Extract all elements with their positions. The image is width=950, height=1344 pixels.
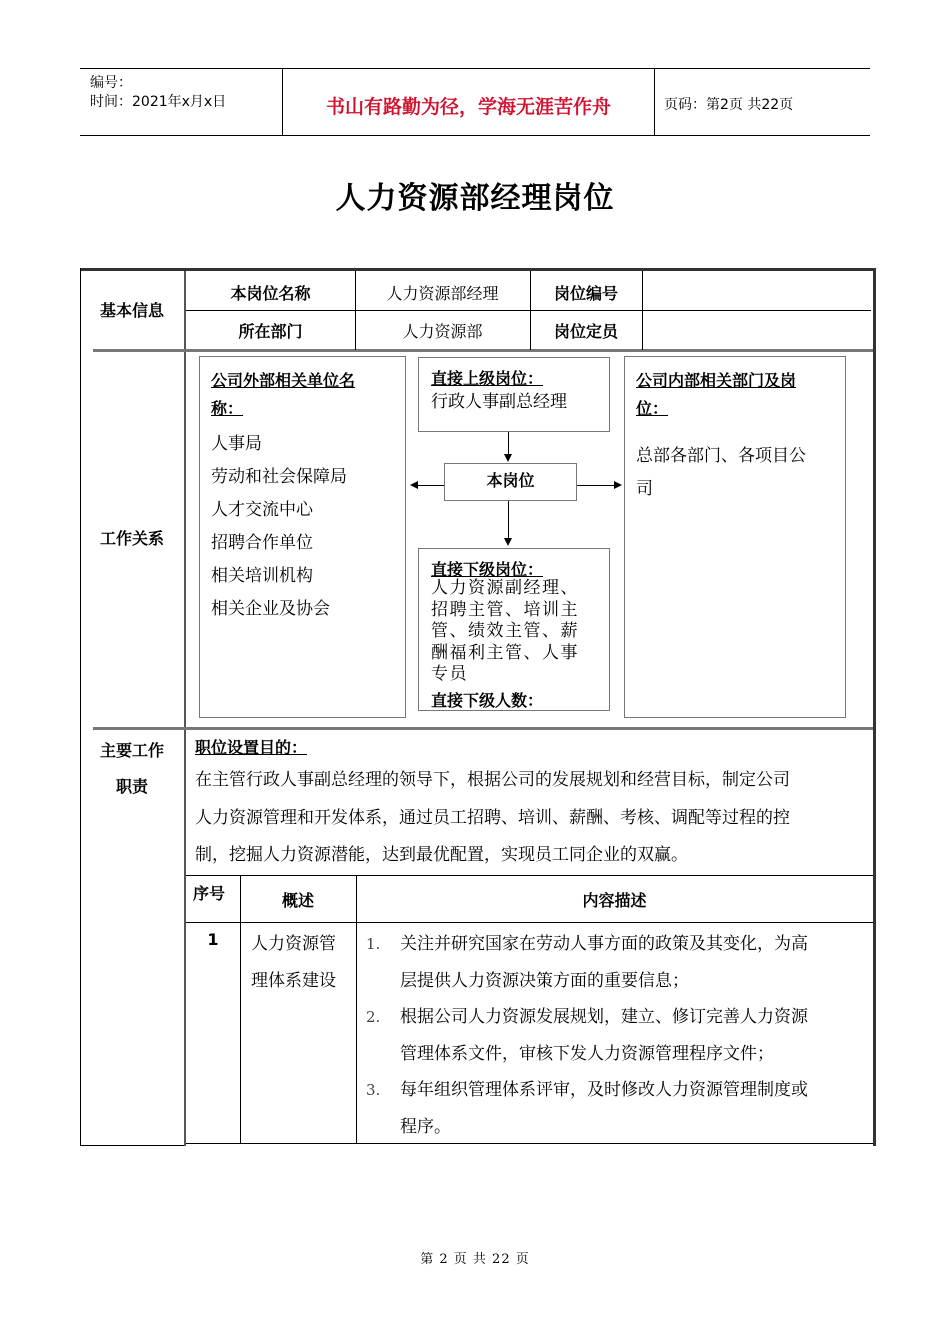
subordinate-line: 管、绩效主管、薪 [431,621,579,641]
arrow-left-icon [410,481,418,489]
external-title-line2: 称： [211,399,244,418]
external-unit-item: 相关培训机构 [211,566,313,586]
row-summary [251,926,336,1000]
list-item-line: 管理体系文件，审核下发人力资源管理程序文件； [400,1043,774,1064]
purpose-title: 职位设置目的： [195,738,308,757]
self-position-label: 本岗位 [486,471,535,490]
header-time-label: 时间：2021年x月x日 [90,94,227,110]
duties-label-line2: 职责 [115,777,148,796]
internal-title-line1: 公司内部相关部门及岗 [636,371,797,390]
department-label: 所在部门 [238,322,303,341]
basic-info-col-divider-3 [642,271,643,350]
list-item-line: 程序。 [400,1116,451,1137]
label-column-divider [184,271,186,1146]
list-item-line: 关注并研究国家在劳动人事方面的政策及其变化，为高 [400,934,808,954]
arrow-superior-line [508,432,509,454]
header-top-rule [80,68,870,69]
superior-value: 行政人事副总经理 [431,392,567,412]
duties-col-divider-2 [356,875,357,1144]
row-number: 1 [207,930,219,949]
list-item-line: 每年组织管理体系评审，及时修改人力资源管理制度或 [400,1080,808,1100]
internal-title-line2: 位： [636,399,669,418]
header-bottom-rule [80,135,870,136]
arrow-subordinate-line [508,501,509,539]
external-unit-item: 劳动和社会保障局 [211,467,347,487]
table-right-border [873,268,876,1146]
purpose-text [195,762,790,875]
duties-header-top [186,875,873,876]
internal-value-line: 总部各部门、各项目公 [636,446,806,466]
external-unit-item: 相关企业及协会 [211,599,330,619]
row-summary-line: 人力资源管 [251,934,336,954]
work-relations-label: 工作关系 [99,529,164,548]
list-item-number: 3. [366,1081,381,1099]
internal-value-line: 司 [636,479,653,499]
position-name-label: 本岗位名称 [230,284,311,303]
list-item-number: 1. [366,935,381,953]
document-title: 人力资源部经理岗位 [335,181,615,216]
header-page-info: 页码：第2页 共22页 [664,97,794,113]
header-code-label: 编号： [90,75,132,91]
external-unit-item: 人才交流中心 [211,500,313,520]
work-relations-bottom-divider [93,727,873,730]
external-unit-item: 招聘合作单位 [211,533,313,553]
external-units-list [211,428,347,626]
list-item-line: 层提供人力资源决策方面的重要信息； [400,970,689,991]
header-divider-right [654,68,655,136]
headcount-label: 岗位定员 [553,322,618,341]
department-value: 人力资源部 [402,322,483,341]
arrow-right-line [577,485,615,486]
position-name-value: 人力资源部经理 [386,284,499,303]
subordinate-line: 招聘主管、培训主 [431,599,579,620]
duties-col-divider-1 [240,875,241,1144]
subordinate-line: 酬福利主管、人事 [431,642,579,663]
list-item-line: 根据公司人力资源发展规划，建立、修订完善人力资源 [400,1007,808,1027]
list-item-number: 2. [366,1008,381,1026]
arrow-right-icon [614,481,622,489]
list-item [366,999,808,1072]
duties-label [80,733,184,805]
duties-header-description: 内容描述 [582,891,647,910]
basic-info-label: 基本信息 [99,301,164,320]
subordinate-line: 人力资源副经理、 [431,578,579,598]
arrow-left-line [418,485,444,486]
external-title-line1: 公司外部相关单位名 [211,371,356,390]
internal-value [636,440,806,506]
arrow-down-icon [504,538,512,546]
external-unit-item: 人事局 [211,434,262,454]
header-motto: 书山有路勤为径，学海无涯苦作舟 [325,96,611,118]
purpose-line: 人力资源管理和开发体系，通过员工招聘、培训、薪酬、考核、调配等过程的控 [195,807,790,828]
table-left-border [80,268,81,1146]
list-item [366,1072,808,1145]
row-summary-line: 理体系建设 [251,971,336,991]
row-items [366,926,808,1145]
duties-header-summary: 概述 [281,891,314,910]
basic-info-row-divider [186,310,871,311]
table-bottom-left-border [80,1145,186,1146]
subordinate-list [431,578,579,686]
footer-page-number: 第 2 页 共 22 页 [420,1252,530,1267]
duties-header-no: 序号 [193,884,226,903]
list-item [366,926,808,999]
subordinate-title: 直接下级岗位： [431,560,544,579]
subordinate-count-label: 直接下级人数： [431,691,544,710]
arrow-down-icon [504,454,512,462]
table-top-border [80,268,876,271]
purpose-line: 在主管行政人事副总经理的领导下，根据公司的发展规划和经营目标，制定公司 [195,770,790,790]
superior-title: 直接上级岗位： [431,369,544,388]
basic-info-bottom-divider [93,349,873,352]
position-code-label: 岗位编号 [553,284,618,303]
subordinate-line: 专员 [431,664,468,684]
duties-label-line1: 主要工作 [99,741,164,760]
duties-header-bottom [186,922,873,923]
purpose-line: 制，挖掘人力资源潜能，达到最优配置，实现员工同企业的双赢。 [195,845,688,865]
